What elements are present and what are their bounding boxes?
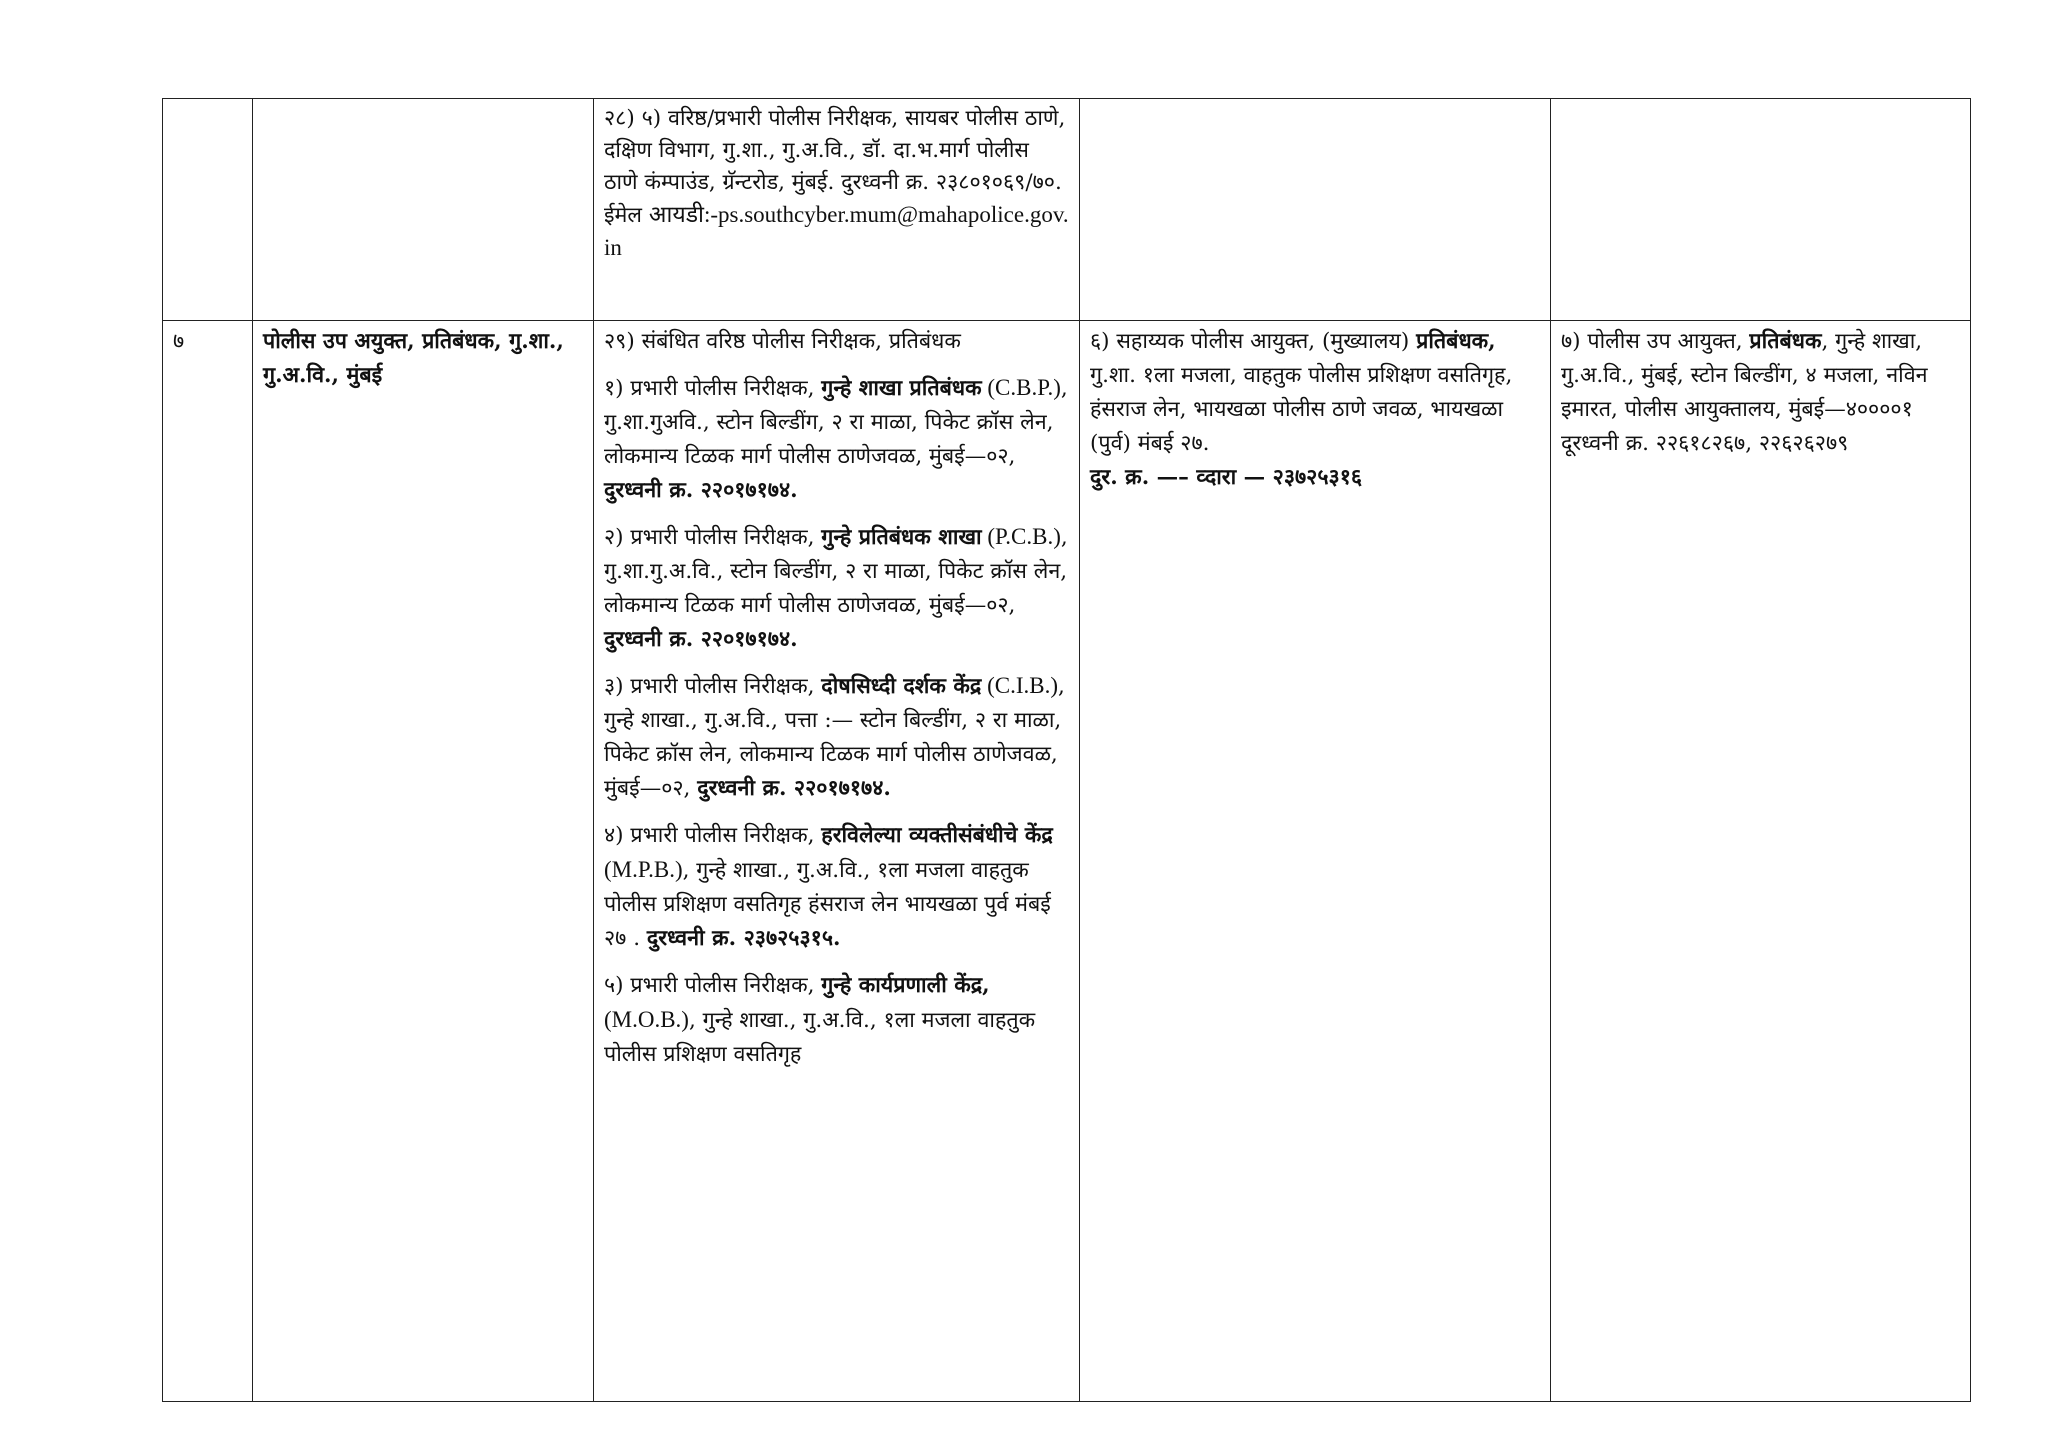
office-cell: पोलीस उप अयुक्त, प्रतिबंधक, गु.शा., गु.अ.वि., मुंबई — [253, 321, 594, 1402]
item-prefix: २) प्रभारी पोलीस निरीक्षक, — [604, 525, 822, 550]
list-item — [604, 669, 1069, 806]
acp-unit: प्रतिबंधक, — [1416, 329, 1496, 354]
cyber-station-text: २८) ५) वरिष्ठ/प्रभारी पोलीस निरीक्षक, सायबर पोलीस ठाणे, दक्षिण विभाग, गु.शा., गु.अ.वि., डॉ. दा.भ.मार्ग पोलीस ठाणे कंम्पाउंड, ग्रॅन्टरोड, मुंबई. दुरध्वनी क्र. २३८०१०६९/७०. ईमेल — [604, 106, 1066, 228]
unit-abbr: (M.O.B.) — [604, 1007, 689, 1032]
item-prefix: ३) प्रभारी पोलीस निरीक्षक, — [604, 674, 822, 699]
list-item — [604, 371, 1069, 508]
item-prefix: ५) प्रभारी पोलीस निरीक्षक, — [604, 973, 822, 998]
unit-phone: दुरध्वनी क्र. २२०१७१७४. — [604, 478, 798, 503]
acp-cell — [1080, 99, 1551, 321]
unit-address: , गुन्हे शाखा., गु.अ.वि., १ला मजला वाहतुक पोलीस प्रशिक्षण वसतिगृह — [604, 1008, 1036, 1067]
unit-phone: दुरध्वनी क्र. २२०१७१७४. — [697, 776, 891, 801]
unit-name: गुन्हे कार्यप्रणाली केंद्र, — [821, 973, 990, 998]
unit-name: गुन्हे प्रतिबंधक शाखा — [821, 525, 982, 550]
intro-text: २९) संबंधित वरिष्ठ पोलीस निरीक्षक, प्रतिबंधक — [604, 329, 961, 354]
dcp-prefix: ७) पोलीस उप आयुक्त, — [1561, 329, 1750, 354]
unit-address: , गु.शा.गुअवि., स्टोन बिल्डींग, २ रा माळा, पिकेट क्रॉस लेन, लोकमान्य टिळक मार्ग पोलीस ठाणेजवळ, मुंबई—०२, — [604, 376, 1068, 469]
unit-name: हरविलेल्या व्यक्तीसंबंधीचे केंद्र — [821, 823, 1053, 848]
item-prefix: ४) प्रभारी पोलीस निरीक्षक, — [604, 823, 822, 848]
acp-phone: दुर. क्र. —– व्दारा — २३७२५३१६ — [1090, 465, 1363, 490]
unit-phone: दुरध्वनी क्र. २३७२५३१५. — [646, 926, 841, 951]
email-id: आयडी:-ps.southcyber.mum@mahapolice.gov.in — [604, 202, 1069, 260]
dcp-unit: प्रतिबंधक — [1749, 329, 1822, 354]
dcp-cell — [1551, 321, 1971, 1402]
unit-name: दोषसिध्दी दर्शक केंद्र — [821, 674, 982, 699]
acp-prefix: ६) सहाय्यक पोलीस आयुक्त, (मुख्यालय) — [1090, 329, 1417, 354]
officer-details-cell — [594, 321, 1080, 1402]
office-contacts-table — [162, 98, 1971, 1402]
unit-abbr: (C.B.P.) — [981, 375, 1061, 400]
list-item — [604, 520, 1069, 657]
list-item — [604, 818, 1069, 956]
item-prefix: १) प्रभारी पोलीस निरीक्षक, — [604, 376, 822, 401]
dcp-address: , गुन्हे शाखा, गु.अ.वि., मुंबई, स्टोन बिल्डींग, ४ मजला, नविन इमारत, पोलीस आयुक्तालय, मुंबई—४००००१ दूरध्वनी क्र. २२६१८२६७, २२६२६२७९ — [1561, 329, 1928, 456]
officer-details-cell — [594, 99, 1080, 321]
acp-address: गु.शा. १ला मजला, वाहतुक पोलीस प्रशिक्षण वसतिगृह, हंसराज लेन, भायखळा पोलीस ठाणे जवळ, भायखळा (पुर्व) मंबई २७. — [1090, 363, 1513, 456]
dcp-cell — [1551, 99, 1971, 321]
acp-cell — [1080, 321, 1551, 1402]
unit-abbr: (M.P.B.) — [604, 857, 683, 882]
unit-address: , गुन्हे शाखा., गु.अ.वि., पत्ता :— स्टोन बिल्डींग, २ रा माळा, पिकेट क्रॉस लेन, लोकमान्य टिळक मार्ग पोलीस ठाणेजवळ, मुंबई—०२, — [604, 674, 1065, 801]
unit-name: गुन्हे शाखा प्रतिबंधक — [821, 376, 982, 401]
table-row — [163, 99, 1971, 321]
sr-no-cell: ७ — [163, 321, 253, 1402]
unit-address: , गुन्हे शाखा., गु.अ.वि., १ला मजला वाहतुक पोलीस प्रशिक्षण वसतिगृह हंसराज लेन भायखळा पुर्व मंबई २७ . — [604, 858, 1051, 951]
list-item — [604, 968, 1069, 1072]
sr-no-cell — [163, 99, 253, 321]
unit-abbr: (P.C.B.) — [981, 524, 1061, 549]
table-row — [163, 321, 1971, 1402]
office-cell — [253, 99, 594, 321]
unit-address: , गु.शा.गु.अ.वि., स्टोन बिल्डींग, २ रा माळा, पिकेट क्रॉस लेन, लोकमान्य टिळक मार्ग पोलीस ठाणेजवळ, मुंबई—०२, — [604, 525, 1068, 618]
unit-abbr: (C.I.B.) — [981, 673, 1058, 698]
unit-phone: दुरध्वनी क्र. २२०१७१७४. — [604, 627, 798, 652]
